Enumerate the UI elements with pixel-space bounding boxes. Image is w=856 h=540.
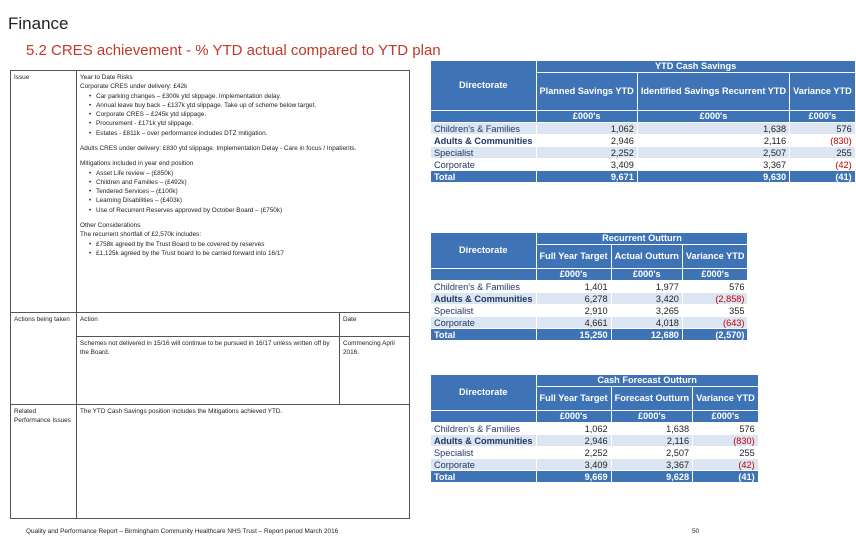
table-row [431, 159, 856, 171]
unit-label: £000's [611, 411, 693, 423]
row-name: Specialist [431, 147, 537, 159]
mitigations-title: Mitigations included in year end position [80, 160, 194, 168]
total-row [431, 171, 856, 183]
total-row [431, 471, 759, 483]
unit-label: £000's [790, 111, 856, 123]
group-header: YTD Cash Savings [536, 61, 855, 73]
row-name: Corporate [431, 159, 537, 171]
date-header: Date [340, 313, 410, 337]
cell: (2,858) [682, 293, 748, 305]
cell: 2,116 [637, 135, 789, 147]
row-name: Corporate [431, 459, 537, 471]
ytd-risks-block [80, 73, 406, 138]
unit-label: £000's [693, 411, 759, 423]
cell: (643) [682, 317, 748, 329]
issue-label: Issue [11, 71, 77, 313]
table-row [431, 423, 759, 435]
cell: 2,946 [536, 435, 611, 447]
column-header: Identified Savings Recurrent YTD [637, 73, 789, 111]
cell: 3,409 [536, 159, 637, 171]
cell: 576 [682, 281, 748, 293]
unit-spacer [431, 269, 537, 281]
cell: 1,062 [536, 123, 637, 135]
recurrent-outturn-table [430, 232, 748, 341]
column-header: Full Year Target [536, 387, 611, 411]
unit-label: £000's [637, 111, 789, 123]
group-header: Cash Forecast Outturn [536, 375, 758, 387]
table-row [431, 281, 748, 293]
cell: 355 [682, 305, 748, 317]
footer-text: Quality and Performance Report – Birmingham Community Healthcare NHS Trust – Report period March 2016 [26, 528, 339, 535]
page-title: Finance [8, 14, 69, 33]
cell: (42) [693, 459, 759, 471]
actions-label: Actions being taken [11, 313, 77, 405]
list-item: • Corporate CRES – £245k ytd slippage. [80, 110, 406, 119]
column-header: Variance YTD [682, 245, 748, 269]
cell: 576 [693, 423, 759, 435]
cell: 9,669 [536, 471, 611, 483]
other-title: Other Considerations [80, 221, 141, 229]
row-name: Total [431, 171, 537, 183]
list-item: • Annual leave buy back – £137k ytd slippage. Take up of scheme below target. [80, 101, 406, 110]
cell: 4,661 [536, 317, 611, 329]
row-name: Children's & Families [431, 281, 537, 293]
cell: 9,628 [611, 471, 693, 483]
related-text: The YTD Cash Savings position includes the Mitigations achieved YTD. [77, 405, 410, 519]
cell: 2,946 [536, 135, 637, 147]
other-considerations-block [80, 221, 406, 258]
cell: 2,252 [536, 147, 637, 159]
list-item: • Tendered Services – (£100k) [80, 187, 406, 196]
list-item: • Learning Disabilities – (£403k) [80, 196, 406, 205]
list-item: • Estates - £811k – over performance includes DTZ mitigation. [80, 129, 406, 138]
cell: 15,250 [536, 329, 611, 341]
unit-label: £000's [536, 111, 637, 123]
table-row [431, 135, 856, 147]
list-item: • Use of Recurrent Reserves approved by October Board – (£750k) [80, 206, 406, 215]
cell: 6,278 [536, 293, 611, 305]
group-header: Recurrent Outturn [536, 233, 748, 245]
cell: 2,910 [536, 305, 611, 317]
other-subtitle: The recurrent shortfall of £2,570k includes: [80, 231, 202, 239]
cell: 1,638 [637, 123, 789, 135]
table-row [431, 435, 759, 447]
column-header: Forecast Outturn [611, 387, 693, 411]
action-header: Action [77, 313, 340, 337]
total-row [431, 329, 748, 341]
issue-content [77, 71, 410, 313]
unit-label: £000's [536, 411, 611, 423]
row-name: Total [431, 471, 537, 483]
list-item: • Asset Life review – (£850k) [80, 169, 406, 178]
table-row [431, 147, 856, 159]
row-name: Total [431, 329, 537, 341]
cell: 576 [790, 123, 856, 135]
ytd-risks-subtitle: Corporate CRES under delivery: £42k [80, 83, 188, 91]
mitigations-block [80, 159, 406, 215]
row-name: Corporate [431, 317, 537, 329]
row-name: Adults & Communities [431, 435, 537, 447]
cell: 3,265 [611, 305, 682, 317]
list-item: • Procurement - £171k ytd slippage. [80, 119, 406, 128]
ytd-risks-title: Year to Date Risks [80, 74, 133, 81]
unit-label: £000's [682, 269, 748, 281]
cell: 4,018 [611, 317, 682, 329]
cell: (830) [790, 135, 856, 147]
cell: 1,062 [536, 423, 611, 435]
row-name: Adults & Communities [431, 293, 537, 305]
action-text: Schemes not delivered in 15/16 will continue to be pursued in 16/17 unless written off by the Board. [77, 337, 340, 405]
row-name: Specialist [431, 447, 537, 459]
column-header: Variance YTD [693, 387, 759, 411]
list-item: • £758k agreed by the Trust Board to be covered by reserves [80, 240, 406, 249]
unit-label: £000's [536, 269, 611, 281]
unit-spacer [431, 111, 537, 123]
cell: 2,507 [611, 447, 693, 459]
table-row [431, 459, 759, 471]
cell: 9,671 [536, 171, 637, 183]
cash-forecast-outturn-table [430, 374, 759, 483]
cell: 3,409 [536, 459, 611, 471]
table-row [431, 317, 748, 329]
table-row [431, 293, 748, 305]
cell: (41) [693, 471, 759, 483]
cell: 3,420 [611, 293, 682, 305]
directorate-header: Directorate [431, 61, 537, 111]
unit-label: £000's [611, 269, 682, 281]
cell: (2,570) [682, 329, 748, 341]
cell: 255 [693, 447, 759, 459]
adults-text: Adults CRES under delivery: £830 ytd slippage. Implementation Delay - Care in focus / Inpatients. [80, 144, 357, 152]
ytd-cash-savings-table [430, 60, 856, 183]
page-number: 50 [692, 528, 700, 535]
cell: 12,680 [611, 329, 682, 341]
directorate-header: Directorate [431, 233, 537, 269]
cell: 2,507 [637, 147, 789, 159]
row-name: Children's & Families [431, 423, 537, 435]
cell: 3,367 [637, 159, 789, 171]
column-header: Variance YTD [790, 73, 856, 111]
table-row [431, 447, 759, 459]
cell: (830) [693, 435, 759, 447]
column-header: Actual Outturn [611, 245, 682, 269]
column-header: Full Year Target [536, 245, 611, 269]
directorate-header: Directorate [431, 375, 537, 411]
cell: 1,638 [611, 423, 693, 435]
cell: (41) [790, 171, 856, 183]
table-row [431, 305, 748, 317]
unit-spacer [431, 411, 537, 423]
cell: 9,630 [637, 171, 789, 183]
cell: 3,367 [611, 459, 693, 471]
related-label: Related Performance Issues [11, 405, 77, 519]
list-item: • Car parking changes – £300k ytd slippage. Implementation delay. [80, 92, 406, 101]
list-item: • Children and Families – (£492k) [80, 178, 406, 187]
row-name: Adults & Communities [431, 135, 537, 147]
row-name: Children's & Families [431, 123, 537, 135]
column-header: Planned Savings YTD [536, 73, 637, 111]
section-subtitle: 5.2 CRES achievement - % YTD actual compared to YTD plan [26, 42, 441, 59]
issue-table [10, 70, 410, 519]
cell: 1,977 [611, 281, 682, 293]
date-text: Commencing April 2016. [340, 337, 410, 405]
cell: (42) [790, 159, 856, 171]
list-item: • £1,125k agreed by the Trust board to be carried forward into 16/17 [80, 249, 406, 258]
row-name: Specialist [431, 305, 537, 317]
cell: 2,252 [536, 447, 611, 459]
cell: 2,116 [611, 435, 693, 447]
cell: 1,401 [536, 281, 611, 293]
cell: 255 [790, 147, 856, 159]
table-row [431, 123, 856, 135]
